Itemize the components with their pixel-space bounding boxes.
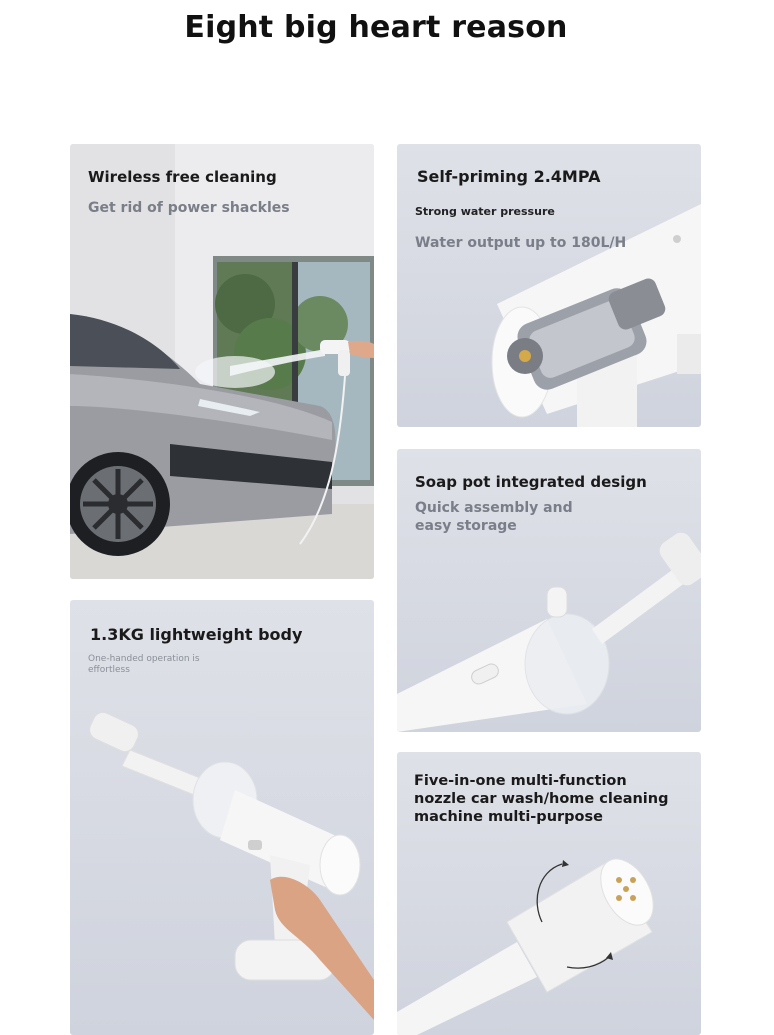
card-subtitle: Strong water pressure: [415, 205, 555, 218]
card-subtitle: Get rid of power shackles: [88, 200, 290, 216]
card-title: Soap pot integrated design: [415, 473, 647, 491]
card-subtitle-line2: effortless: [88, 665, 130, 675]
card-title: Wireless free cleaning: [88, 168, 277, 186]
card-self-priming: [397, 144, 701, 427]
card-lightweight-body: [70, 600, 374, 1035]
card-title-line2: nozzle car wash/home cleaning: [414, 791, 669, 807]
card-subtitle-line1: Quick assembly and: [415, 500, 573, 516]
card-soap-pot: [397, 449, 701, 732]
card-title: 1.3KG lightweight body: [90, 625, 303, 644]
card-detail: Water output up to 180L/H: [415, 235, 627, 251]
card-wireless-cleaning: [70, 144, 374, 579]
card-subtitle-line1: One-handed operation is: [88, 654, 200, 664]
card-five-in-one-nozzle: [397, 752, 701, 1035]
card-subtitle-line2: easy storage: [415, 518, 517, 534]
page-title: Eight big heart reason: [184, 10, 568, 45]
card-title-line1: Five-in-one multi-function: [414, 773, 627, 789]
card-title: Self-priming 2.4MPA: [417, 167, 601, 186]
soap-pot-illustration: [397, 449, 701, 732]
motor-illustration: [397, 144, 701, 427]
card-title-line3: machine multi-purpose: [414, 809, 603, 825]
